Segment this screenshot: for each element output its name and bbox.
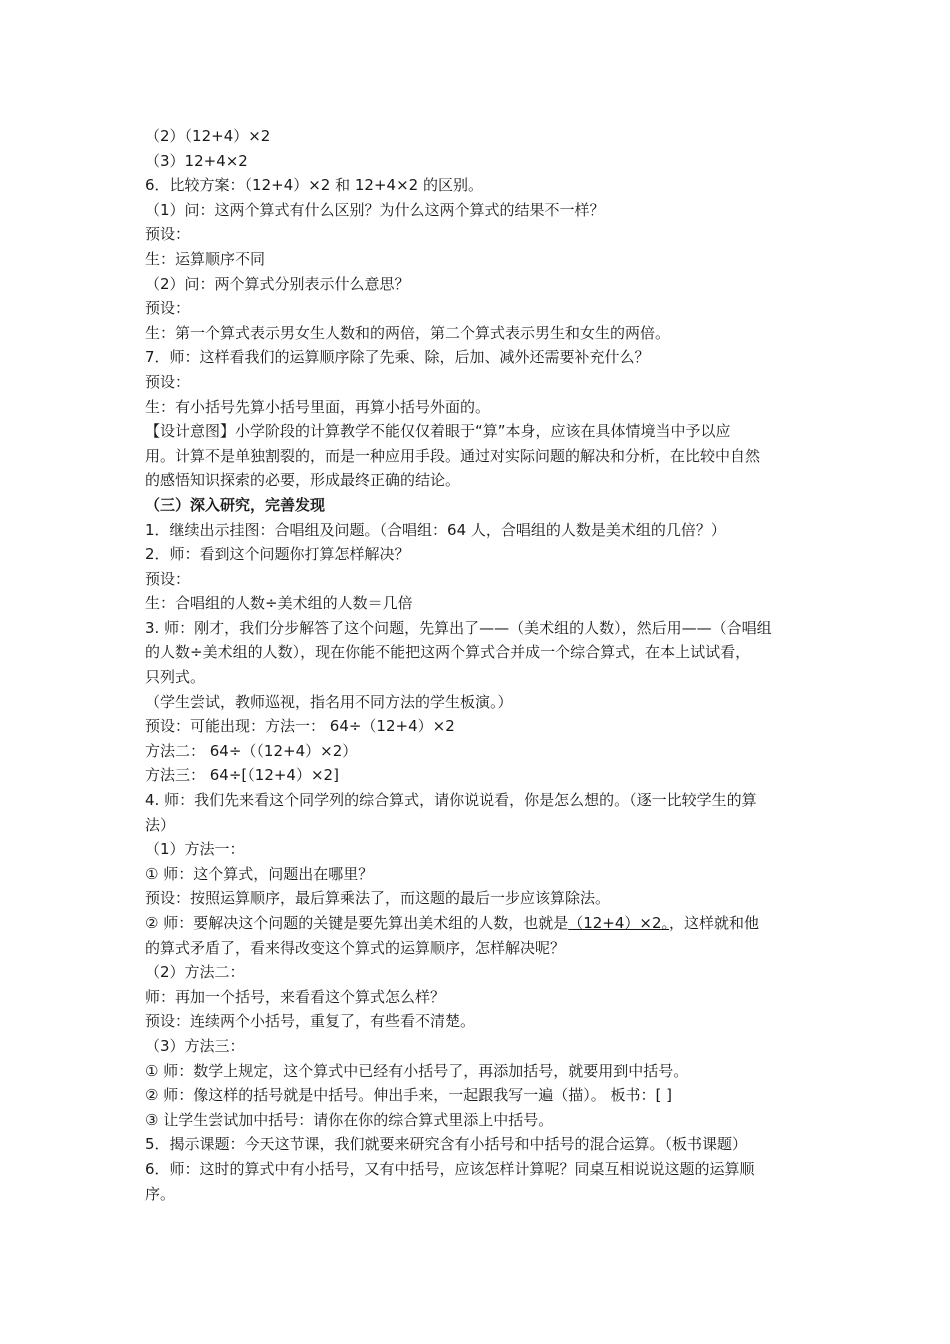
text-segment: ，这样就和他 (669, 914, 760, 932)
text-line: 生：合唱组的人数÷美术组的人数＝几倍 (145, 594, 413, 613)
text-line: （2）问：两个算式分别表示什么意思？ (145, 274, 410, 293)
text-line: 的人数÷美术组的人数），现在你能不能把这两个算式合并成一个综合算式，在本上试试看， (145, 643, 751, 662)
text-segment: ② 师：要解决这个问题的关键是要先算出美术组的人数，也就是 (145, 914, 569, 932)
text-line: 法） (145, 815, 176, 834)
text-line: 预设：连续两个小括号，重复了，有些看不清楚。 (145, 1012, 476, 1031)
text-line: 6．比较方案：（12+4）×2 和 12+4×2 的区别。 (145, 176, 483, 195)
text-line: 预设： (145, 225, 191, 244)
text-line: 师：再加一个括号，来看看这个算式怎么样？ (145, 987, 446, 1006)
text-line: ② 师：像这样的括号就是中括号。伸出手来，一起跟我写一遍（描）。 板书：[ ] (145, 1086, 672, 1105)
text-line: ③ 让学生尝试加中括号：请你在你的综合算式里添上中括号。 (145, 1110, 554, 1129)
text-line: （2）方法二： (145, 963, 245, 982)
text-line: ① 师：这个算式，问题出在哪里？ (145, 864, 374, 883)
text-line-with-underline (145, 911, 810, 936)
underlined-expression: （12+4）×2。 (568, 914, 670, 932)
text-line: 生：有小括号先算小括号里面，再算小括号外面的。 (145, 397, 491, 416)
text-line: 预设：按照运算顺序，最后算乘法了，而这题的最后一步应该算除法。 (145, 889, 611, 908)
text-line: 7．师：这样看我们的运算顺序除了先乘、除，后加、减外还需要补充什么？ (145, 348, 650, 367)
text-line: 预设： (145, 372, 191, 391)
text-line: 方法三： 64÷[（12+4）×2] (145, 766, 339, 785)
text-line: 预设： (145, 299, 191, 318)
design-intent-line: 【设计意图】小学阶段的计算教学不能仅仅着眼于“算”本身，应该在具体情境当中予以应 (145, 422, 731, 441)
section-heading: （三）深入研究，完善发现 (145, 495, 326, 514)
text-line: 2．师：看到这个问题你打算怎样解决？ (145, 545, 410, 564)
text-line: 4. 师：我们先来看这个同学列的综合算式，请你说说看，你是怎么想的。（逐一比较学生的算 (145, 791, 757, 810)
design-intent-line: 用。计算不是单独割裂的，而是一种应用手段。通过对实际问题的解决和分析，在比较中自然 (145, 446, 761, 465)
text-line: 方法二： 64÷（（12+4）×2） (145, 741, 358, 760)
text-line: 1．继续出示挂图：合唱组及问题。（合唱组：64 人，合唱组的人数是美术组的几倍？） (145, 520, 726, 539)
design-intent-line: 的感悟知识探索的必要，形成最终正确的结论。 (145, 471, 461, 490)
text-line: （1）问：这两个算式有什么区别？为什么这两个算式的结果不一样？ (145, 200, 605, 219)
document-body (145, 124, 810, 1206)
text-line: 预设：可能出现：方法一： 64÷（12+4）×2 (145, 717, 455, 736)
text-line: 5．揭示课题：今天这节课，我们就要来研究含有小括号和中括号的混合运算。（板书课题） (145, 1135, 748, 1154)
text-line: 生：第一个算式表示男女生人数和的两倍，第二个算式表示男生和女生的两倍。 (145, 323, 671, 342)
text-line: 的算式矛盾了，看来得改变这个算式的运算顺序，怎样解决呢？ (145, 938, 566, 957)
text-line: 序。 (145, 1184, 176, 1203)
text-line: （2）（12+4）×2 (145, 127, 271, 145)
text-line: （1）方法一： (145, 840, 245, 859)
text-line: 6．师：这时的算式中有小括号，又有中括号，应该怎样计算呢？同桌互相说说这题的运算顺 (145, 1159, 755, 1178)
text-line: （学生尝试，教师巡视，指名用不同方法的学生板演。） (145, 692, 513, 711)
text-line: （3）12+4×2 (145, 151, 248, 170)
text-line: 3. 师：刚才，我们分步解答了这个问题，先算出了——（美术组的人数），然后用——（合唱组 (145, 618, 772, 637)
text-line: （3）方法三： (145, 1036, 245, 1055)
text-line: ① 师：数学上规定，这个算式中已经有小括号了，再添加括号，就要用到中括号。 (145, 1061, 689, 1080)
text-line: 生：运算顺序不同 (145, 249, 266, 268)
text-line: 预设： (145, 569, 191, 588)
text-line: 只列式。 (145, 668, 206, 687)
